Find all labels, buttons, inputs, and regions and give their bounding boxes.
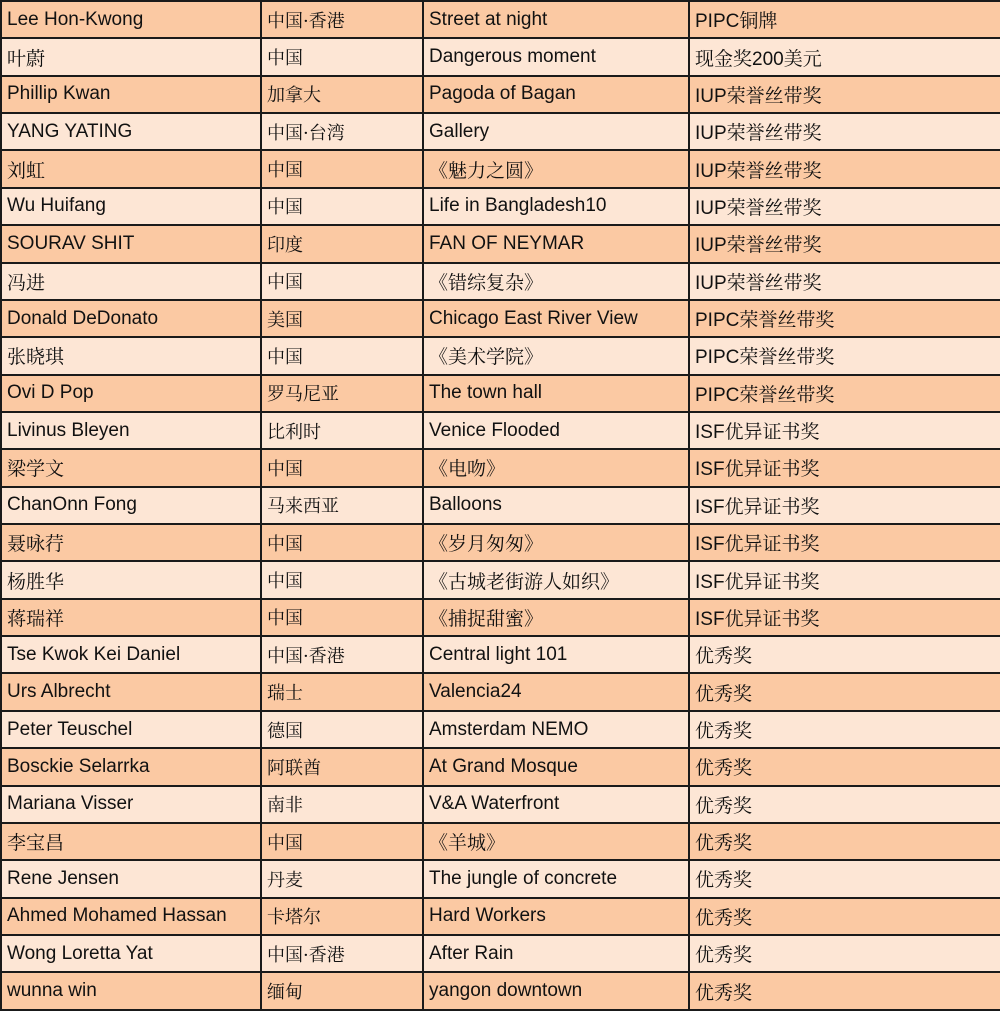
photo-title-cell: Balloons bbox=[423, 487, 689, 524]
award-cell: PIPC荣誉丝带奖 bbox=[689, 300, 1000, 337]
table-row bbox=[1, 225, 1000, 262]
table-row bbox=[1, 113, 1000, 150]
country-cell: 中国·香港 bbox=[261, 935, 423, 972]
table-row bbox=[1, 823, 1000, 860]
table-row bbox=[1, 263, 1000, 300]
photographer-name-cell: Mariana Visser bbox=[1, 786, 261, 823]
country-cell: 中国 bbox=[261, 561, 423, 598]
photo-title-cell: 《捕捉甜蜜》 bbox=[423, 599, 689, 636]
country-cell: 罗马尼亚 bbox=[261, 375, 423, 412]
photographer-name-cell: Urs Albrecht bbox=[1, 673, 261, 710]
photographer-name-cell: YANG YATING bbox=[1, 113, 261, 150]
country-cell: 中国 bbox=[261, 188, 423, 225]
award-cell: ISF优异证书奖 bbox=[689, 487, 1000, 524]
photo-title-cell: Dangerous moment bbox=[423, 38, 689, 75]
award-cell: ISF优异证书奖 bbox=[689, 561, 1000, 598]
table-row bbox=[1, 412, 1000, 449]
award-cell: PIPC铜牌 bbox=[689, 1, 1000, 38]
table-row bbox=[1, 300, 1000, 337]
country-cell: 中国 bbox=[261, 524, 423, 561]
award-cell: IUP荣誉丝带奖 bbox=[689, 150, 1000, 187]
country-cell: 缅甸 bbox=[261, 972, 423, 1009]
award-cell: 优秀奖 bbox=[689, 636, 1000, 673]
award-cell: 现金奖200美元 bbox=[689, 38, 1000, 75]
photographer-name-cell: wunna win bbox=[1, 972, 261, 1009]
photo-title-cell: 《魅力之圆》 bbox=[423, 150, 689, 187]
photographer-name-cell: 冯进 bbox=[1, 263, 261, 300]
country-cell: 德国 bbox=[261, 711, 423, 748]
photographer-name-cell: Wu Huifang bbox=[1, 188, 261, 225]
award-cell: ISF优异证书奖 bbox=[689, 599, 1000, 636]
photo-title-cell: Venice Flooded bbox=[423, 412, 689, 449]
photographer-name-cell: 叶蔚 bbox=[1, 38, 261, 75]
award-cell: IUP荣誉丝带奖 bbox=[689, 76, 1000, 113]
photographer-name-cell: 杨胜华 bbox=[1, 561, 261, 598]
photo-title-cell: At Grand Mosque bbox=[423, 748, 689, 785]
photo-title-cell: 《岁月匆匆》 bbox=[423, 524, 689, 561]
award-cell: PIPC荣誉丝带奖 bbox=[689, 375, 1000, 412]
award-cell: ISF优异证书奖 bbox=[689, 524, 1000, 561]
award-cell: 优秀奖 bbox=[689, 711, 1000, 748]
photographer-name-cell: Bosckie Selarrka bbox=[1, 748, 261, 785]
award-cell: IUP荣誉丝带奖 bbox=[689, 188, 1000, 225]
photographer-name-cell: Donald DeDonato bbox=[1, 300, 261, 337]
photographer-name-cell: ChanOnn Fong bbox=[1, 487, 261, 524]
photographer-name-cell: Ovi D Pop bbox=[1, 375, 261, 412]
country-cell: 丹麦 bbox=[261, 860, 423, 897]
table-row bbox=[1, 524, 1000, 561]
table-row bbox=[1, 561, 1000, 598]
award-cell: 优秀奖 bbox=[689, 673, 1000, 710]
photo-title-cell: Central light 101 bbox=[423, 636, 689, 673]
photographer-name-cell: Peter Teuschel bbox=[1, 711, 261, 748]
country-cell: 中国·台湾 bbox=[261, 113, 423, 150]
country-cell: 美国 bbox=[261, 300, 423, 337]
country-cell: 南非 bbox=[261, 786, 423, 823]
country-cell: 印度 bbox=[261, 225, 423, 262]
photo-title-cell: Life in Bangladesh10 bbox=[423, 188, 689, 225]
photo-title-cell: The town hall bbox=[423, 375, 689, 412]
table-row bbox=[1, 76, 1000, 113]
photo-title-cell: V&A Waterfront bbox=[423, 786, 689, 823]
photo-title-cell: The jungle of concrete bbox=[423, 860, 689, 897]
table-row bbox=[1, 449, 1000, 486]
country-cell: 阿联酋 bbox=[261, 748, 423, 785]
photographer-name-cell: Tse Kwok Kei Daniel bbox=[1, 636, 261, 673]
table-row bbox=[1, 599, 1000, 636]
photographer-name-cell: 张晓琪 bbox=[1, 337, 261, 374]
table-row bbox=[1, 38, 1000, 75]
photo-title-cell: FAN OF NEYMAR bbox=[423, 225, 689, 262]
photographer-name-cell: Phillip Kwan bbox=[1, 76, 261, 113]
table-row bbox=[1, 711, 1000, 748]
table-row bbox=[1, 673, 1000, 710]
country-cell: 中国 bbox=[261, 449, 423, 486]
award-cell: IUP荣誉丝带奖 bbox=[689, 113, 1000, 150]
photographer-name-cell: 李宝昌 bbox=[1, 823, 261, 860]
photographer-name-cell: SOURAV SHIT bbox=[1, 225, 261, 262]
country-cell: 中国·香港 bbox=[261, 636, 423, 673]
photographer-name-cell: 刘虹 bbox=[1, 150, 261, 187]
country-cell: 中国 bbox=[261, 599, 423, 636]
award-cell: 优秀奖 bbox=[689, 898, 1000, 935]
photo-title-cell: 《羊城》 bbox=[423, 823, 689, 860]
photographer-name-cell: 蒋瑞祥 bbox=[1, 599, 261, 636]
country-cell: 瑞士 bbox=[261, 673, 423, 710]
table-row bbox=[1, 748, 1000, 785]
table-row bbox=[1, 1, 1000, 38]
photo-title-cell: 《美术学院》 bbox=[423, 337, 689, 374]
country-cell: 中国 bbox=[261, 263, 423, 300]
award-cell: ISF优异证书奖 bbox=[689, 412, 1000, 449]
table-row bbox=[1, 487, 1000, 524]
award-cell: IUP荣誉丝带奖 bbox=[689, 263, 1000, 300]
photo-title-cell: After Rain bbox=[423, 935, 689, 972]
table-row bbox=[1, 188, 1000, 225]
country-cell: 中国 bbox=[261, 38, 423, 75]
award-cell: 优秀奖 bbox=[689, 972, 1000, 1009]
table-row bbox=[1, 337, 1000, 374]
award-cell: ISF优异证书奖 bbox=[689, 449, 1000, 486]
photo-title-cell: Hard Workers bbox=[423, 898, 689, 935]
photo-title-cell: Chicago East River View bbox=[423, 300, 689, 337]
photo-title-cell: Valencia24 bbox=[423, 673, 689, 710]
country-cell: 中国 bbox=[261, 823, 423, 860]
country-cell: 中国·香港 bbox=[261, 1, 423, 38]
table-row bbox=[1, 636, 1000, 673]
table-row bbox=[1, 375, 1000, 412]
award-cell: 优秀奖 bbox=[689, 935, 1000, 972]
photo-title-cell: Street at night bbox=[423, 1, 689, 38]
photographer-name-cell: Livinus Bleyen bbox=[1, 412, 261, 449]
award-cell: 优秀奖 bbox=[689, 823, 1000, 860]
photo-title-cell: Pagoda of Bagan bbox=[423, 76, 689, 113]
photographer-name-cell: 梁学文 bbox=[1, 449, 261, 486]
country-cell: 卡塔尔 bbox=[261, 898, 423, 935]
photo-title-cell: yangon downtown bbox=[423, 972, 689, 1009]
award-cell: 优秀奖 bbox=[689, 786, 1000, 823]
country-cell: 中国 bbox=[261, 150, 423, 187]
table-row bbox=[1, 935, 1000, 972]
photographer-name-cell: Lee Hon-Kwong bbox=[1, 1, 261, 38]
country-cell: 加拿大 bbox=[261, 76, 423, 113]
country-cell: 中国 bbox=[261, 337, 423, 374]
awards-table-body bbox=[1, 1, 1000, 1010]
award-cell: 优秀奖 bbox=[689, 748, 1000, 785]
photographer-name-cell: Rene Jensen bbox=[1, 860, 261, 897]
photographer-name-cell: Ahmed Mohamed Hassan bbox=[1, 898, 261, 935]
photo-title-cell: 《古城老街游人如织》 bbox=[423, 561, 689, 598]
photographer-name-cell: Wong Loretta Yat bbox=[1, 935, 261, 972]
award-cell: IUP荣誉丝带奖 bbox=[689, 225, 1000, 262]
photo-title-cell: Amsterdam NEMO bbox=[423, 711, 689, 748]
photographer-name-cell: 聂咏荇 bbox=[1, 524, 261, 561]
photo-title-cell: 《错综复杂》 bbox=[423, 263, 689, 300]
photo-title-cell: 《电吻》 bbox=[423, 449, 689, 486]
table-row bbox=[1, 786, 1000, 823]
photo-title-cell: Gallery bbox=[423, 113, 689, 150]
table-row bbox=[1, 150, 1000, 187]
table-row bbox=[1, 860, 1000, 897]
award-cell: PIPC荣誉丝带奖 bbox=[689, 337, 1000, 374]
country-cell: 马来西亚 bbox=[261, 487, 423, 524]
table-row bbox=[1, 972, 1000, 1009]
country-cell: 比利时 bbox=[261, 412, 423, 449]
table-row bbox=[1, 898, 1000, 935]
award-cell: 优秀奖 bbox=[689, 860, 1000, 897]
